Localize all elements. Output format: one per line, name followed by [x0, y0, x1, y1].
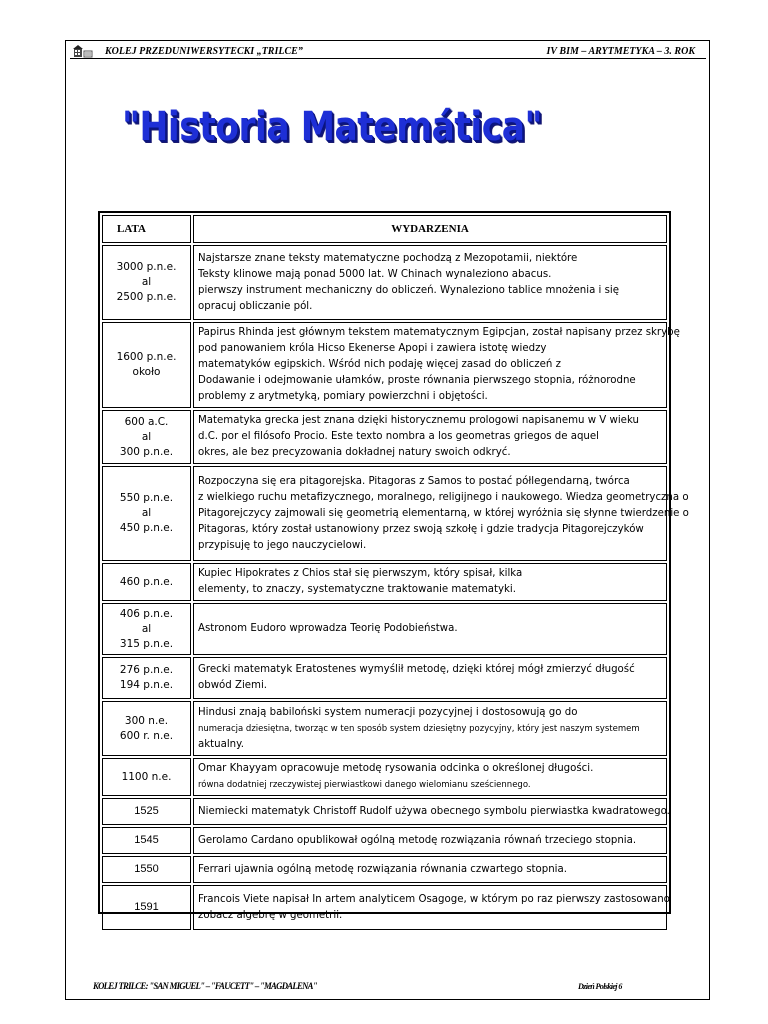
event-text: Niemiecki matematyk Christoff Rudolf używa obecnego symbolu pierwiastka kwadratowego. — [198, 805, 670, 817]
event-text: Pitagoras, który został ustanowiony przez swoją szkołę i gdzie tradycja Pitagorejczyków — [198, 523, 644, 535]
event-cell — [193, 322, 680, 408]
year-cell — [102, 657, 191, 699]
event-text: Pitagorejczycy zajmowali się geometrią elementarną, w której wyróżnia się słynne twierdzenie o — [198, 507, 689, 519]
year-text: al — [141, 507, 152, 519]
table-row — [102, 701, 667, 756]
event-cell — [193, 603, 667, 655]
year-cell — [102, 701, 191, 756]
year-cell — [102, 856, 191, 883]
event-text: problemy z arytmetyką, pomiary powierzchni i objętości. — [198, 391, 488, 402]
event-text: elementy, to znaczy, systematyczne traktowanie matematyki. — [198, 584, 516, 595]
year-text: 1545 — [134, 834, 159, 846]
event-text: d.C. por el filósofo Procio. Este texto nombra a los geometras griegos de aquel — [198, 431, 599, 442]
year-text: 1525 — [134, 805, 159, 817]
year-cell — [102, 466, 191, 561]
school-name: KOLEJ PRZEDUNIWERSYTECKI „TRILCE” — [105, 46, 303, 57]
event-text: matematyków egipskich. Wśród nich podaję więcej zasad do obliczeń z — [198, 359, 561, 370]
year-text: 1600 p.n.e. — [116, 351, 177, 363]
event-text: równa dodatniej rzeczywistej pierwiastkowi danego wielomianu sześciennego. — [198, 780, 531, 790]
event-text: przypisuję to jego nauczycielowi. — [198, 539, 367, 551]
year-text: 600 r. n.e. — [119, 729, 174, 742]
year-text: 1100 n.e. — [121, 770, 172, 783]
year-text: około — [132, 366, 161, 378]
year-cell — [102, 885, 191, 930]
table-row — [102, 798, 667, 825]
column-header-years: LATA — [102, 215, 191, 243]
event-text: pierwszy instrument mechaniczny do obliczeń. Wynaleziono tablice mnożenia i się — [198, 284, 620, 296]
table-row — [102, 603, 667, 655]
year-text: 300 n.e. — [124, 714, 169, 727]
event-text: Hindusi znają babiloński system numeracji pozycyjnej i dostosowują go do — [198, 706, 578, 718]
table-row — [102, 245, 667, 320]
year-text: al — [141, 430, 152, 443]
year-cell — [102, 245, 191, 320]
table-row — [102, 758, 667, 796]
year-text: 2500 p.n.e. — [116, 291, 177, 303]
event-cell — [193, 563, 667, 601]
event-text: opracuj obliczanie pól. — [198, 300, 313, 312]
year-text: 406 p.n.e. — [119, 607, 174, 620]
event-text: Astronom Eudoro wprowadza Teorię Podobieństwa. — [198, 623, 458, 634]
year-cell — [102, 758, 191, 796]
year-text: 460 p.n.e. — [119, 575, 174, 588]
table-row — [102, 885, 667, 930]
event-cell — [193, 657, 667, 699]
year-cell — [102, 798, 191, 825]
event-text: Kupiec Hipokrates z Chios stał się pierwszym, który spisał, kilka — [198, 568, 523, 579]
event-text: aktualny. — [198, 738, 244, 750]
event-text: pod panowaniem króla Hicso Ekenerse Apopi i zawiera istotę wiedzy — [198, 343, 547, 354]
event-text: Papirus Rhinda jest głównym tekstem matematycznym Egipcjan, został napisany przez skrybę — [198, 327, 680, 338]
event-text: Ferrari ujawnia ogólną metodę rozwiązania równania czwartego stopnia. — [198, 863, 567, 875]
event-text: Najstarsze znane teksty matematyczne pochodzą z Mezopotamii, niektóre — [198, 252, 578, 264]
history-table — [98, 211, 689, 921]
event-text: Omar Khayyam opracowuje metodę rysowania odcinka o określonej długości. — [198, 763, 594, 774]
event-cell — [193, 827, 667, 854]
page-title: "Historia Matemática" — [122, 104, 543, 150]
event-text: Rozpoczyna się era pitagorejska. Pitagoras z Samos to postać półlegendarną, twórca — [198, 475, 630, 487]
event-text: Matematyka grecka jest znana dzięki historycznemu prologowi napisanemu w V wieku — [198, 415, 639, 426]
table-row — [102, 856, 667, 883]
event-text: Dodawanie i odejmowanie ułamków, proste równania pierwszego stopnia, różnorodne — [198, 375, 636, 386]
year-text: al — [141, 622, 152, 635]
event-cell — [193, 466, 689, 561]
year-cell — [102, 603, 191, 655]
year-cell — [102, 410, 191, 464]
event-text: obwód Ziemi. — [198, 680, 268, 691]
table-row — [102, 322, 667, 408]
year-text: 276 p.n.e. — [119, 664, 174, 676]
year-cell — [102, 322, 191, 408]
year-text: 450 p.n.e. — [119, 522, 174, 534]
table-header-row — [102, 215, 667, 243]
course-name: IV BIM – ARYTMETYKA – 3. ROK — [546, 46, 695, 57]
year-cell — [102, 563, 191, 601]
table-row — [102, 410, 667, 464]
event-text: numeracja dziesiętna, tworząc w ten sposób system dziesiętny pozycyjny, który jest naszym systemem — [198, 723, 640, 734]
footer-school: KOLEJ TRILCE: "SAN MIGUEL" – "FAUCETT" – "MAGDALENA" — [93, 982, 317, 992]
event-cell — [193, 701, 667, 756]
table-row — [102, 827, 667, 854]
year-text: 315 p.n.e. — [119, 637, 174, 650]
year-text: 194 p.n.e. — [119, 679, 174, 691]
school-logo-icon — [73, 44, 93, 58]
event-cell — [193, 410, 667, 464]
year-cell — [102, 827, 191, 854]
year-text: 600 a.C. — [124, 415, 169, 428]
event-text: zobacz algebrę w geometrii. — [198, 909, 343, 921]
table-row — [102, 466, 667, 561]
event-cell — [193, 245, 667, 320]
year-text: al — [141, 276, 152, 288]
event-text: Teksty klinowe mają ponad 5000 lat. W Chinach wynaleziono abacus. — [198, 268, 552, 280]
event-text: Francois Viete napisał In artem analyticem Osagoge, w którym po raz pierwszy zastosowano — [198, 893, 670, 905]
footer-page: Dzień Polskiej 6 — [578, 982, 622, 991]
event-cell — [193, 758, 667, 796]
table-row — [102, 563, 667, 601]
event-cell — [193, 885, 670, 930]
year-text: 3000 p.n.e. — [116, 261, 177, 273]
header-divider — [70, 58, 706, 59]
event-text: Gerolamo Cardano opublikował ogólną metodę rozwiązania równań trzeciego stopnia. — [198, 834, 637, 846]
year-text: 1591 — [134, 901, 159, 913]
year-text: 1550 — [134, 863, 159, 875]
table-row — [102, 657, 667, 699]
event-text: z wielkiego ruchu metafizycznego, moralnego, religijnego i naukowego. Wiedza geometryczna o — [198, 491, 689, 503]
event-text: okres, ale bez precyzowania dokładnej natury swoich odkryć. — [198, 447, 511, 458]
year-text: 300 p.n.e. — [119, 445, 174, 458]
event-cell — [193, 798, 670, 825]
event-text: Grecki matematyk Eratostenes wymyślił metodę, dzięki której mógł zmierzyć długość — [198, 664, 635, 675]
event-cell — [193, 856, 667, 883]
column-header-events: WYDARZENIA — [193, 215, 667, 243]
year-text: 550 p.n.e. — [119, 492, 174, 504]
